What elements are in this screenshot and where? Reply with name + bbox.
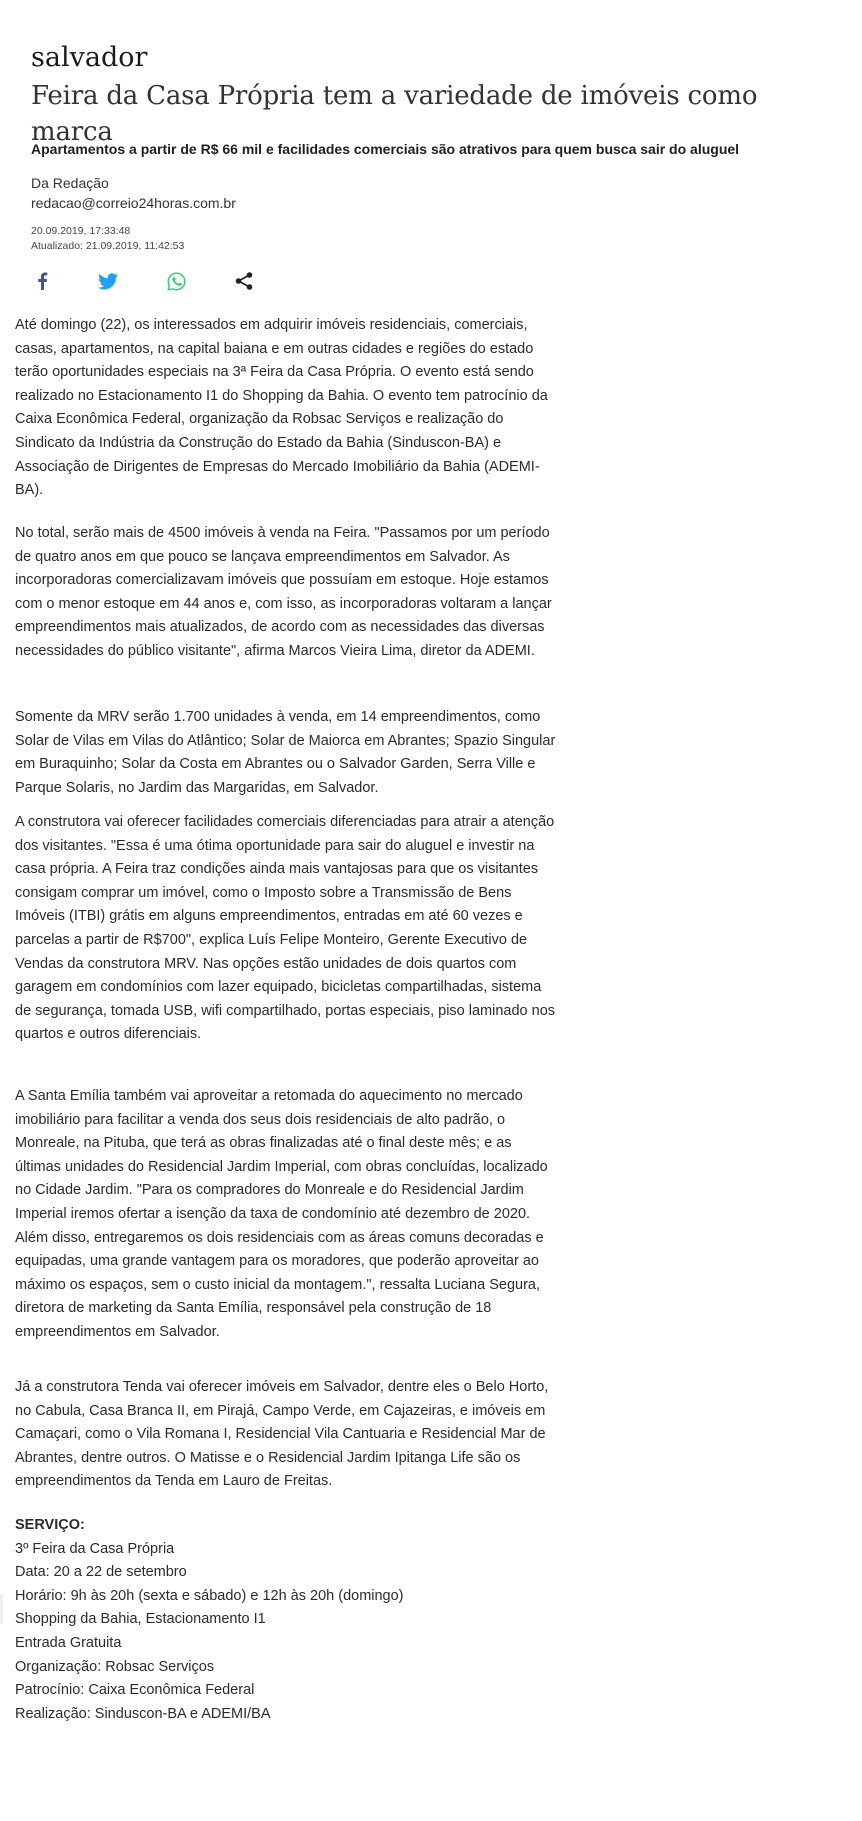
service-title: SERVIÇO:: [15, 1517, 85, 1533]
whatsapp-share-button[interactable]: [165, 270, 187, 292]
article-title: Feira da Casa Própria tem a variedade de imóveis como marca: [31, 81, 758, 147]
service-line: Patrocínio: Caixa Econômica Federal: [15, 1682, 255, 1699]
share-button[interactable]: [233, 270, 255, 292]
whatsapp-icon: [167, 272, 186, 291]
service-line: Data: 20 a 22 de setembro: [15, 1564, 187, 1581]
published-date: 20.09.2019, 17:33:48: [31, 225, 131, 237]
article-paragraph: No total, serão mais de 4500 imóveis à venda na Feira. "Passamos por um período de quatro anos em que pouco se lançava empreendimentos em Salvador. As incorporadoras comercializavam imóveis que possuíam em estoque. Hoje estamos com o menor estoque em 44 anos e, com isso, as incorporadoras voltaram a lançar empreendimentos mais atualizados, de acordo com as necessidades das diversas necessidades do público visitante", afirma Marcos Vieira Lima, diretor da ADEMI.: [15, 525, 552, 659]
share-icon: [234, 271, 254, 291]
service-line: 3º Feira da Casa Própria: [15, 1540, 175, 1557]
page-edge-divider: [0, 1594, 3, 1624]
service-line: Organização: Robsac Serviços: [15, 1658, 215, 1675]
article-paragraph: Até domingo (22), os interessados em adquirir imóveis residenciais, comerciais, casas, apartamentos, na capital baiana e em outras cidades e regiões do estado terão oportunidades especiais na 3ª Feira da Casa Própria. O evento está sendo realizado no Estacionamento I1 do Shopping da Bahia. O evento tem patrocínio da Caixa Econômica Federal, organização da Robsac Serviços e realização do Sindicato da Indústria da Construção do Estado da Bahia (Sinduscon-BA) e Associação de Dirigentes de Empresas do Mercado Imobiliário da Bahia (ADEMI-BA).: [15, 317, 548, 499]
section-tag[interactable]: salvador: [31, 42, 148, 73]
facebook-icon: [36, 272, 48, 290]
updated-date: Atualizado: 21.09.2019, 11:42:53: [31, 240, 185, 252]
article-paragraph: A construtora vai oferecer facilidades comerciais diferenciadas para atrair a atenção dos visitantes. "Essa é uma ótima oportunidade para sair do aluguel e investir na casa própria. A Feira traz condições ainda mais vantajosas para que os visitantes consigam comprar um imóvel, como o Imposto sobre a Transmissão de Bens Imóveis (ITBI) grátis em alguns empreendimentos, entradas em até 60 vezes e parcelas a partir de R$700", explica Luís Felipe Monteiro, Gerente Executivo de Vendas da construtora MRV. Nas opções estão unidades de dois quartos com garagem em condomínios com lazer equipado, bicicletas compartilhadas, sistema de segurança, tomada USB, wifi compartilhado, portas especiais, piso laminado nos quartos e outros diferenciais.: [15, 814, 556, 1043]
article-paragraph: Somente da MRV serão 1.700 unidades à venda, em 14 empreendimentos, como Solar de Vilas em Vilas do Atlântico; Solar de Maiorca em Abrantes; Spazio Singular em Buraquinho; Solar da Costa em Abrantes ou o Salvador Garden, Serra Ville e Parque Solaris, no Jardim das Margaridas, em Salvador.: [15, 709, 556, 796]
article-header: [31, 40, 811, 150]
service-line: Realização: Sinduscon-BA e ADEMI/BA: [15, 1705, 271, 1722]
service-box: [15, 1514, 557, 1726]
byline: [31, 173, 236, 213]
twitter-icon: [98, 273, 118, 290]
service-line: Entrada Gratuita: [15, 1634, 122, 1651]
service-line: Shopping da Bahia, Estacionamento I1: [15, 1611, 266, 1628]
facebook-share-button[interactable]: [31, 270, 53, 292]
article-subtitle: Apartamentos a partir de R$ 66 mil e facilidades comerciais são atrativos para quem busca sair do aluguel: [31, 141, 740, 157]
twitter-share-button[interactable]: [97, 270, 119, 292]
article-paragraph: Já a construtora Tenda vai oferecer imóveis em Salvador, dentre eles o Belo Horto, no Cabula, Casa Branca II, em Pirajá, Campo Verde, em Cajazeiras, e imóveis em Camaçari, como o Vila Romana I, Residencial Vila Cantuaria e Residencial Mar de Abrantes, dentre outros. O Matisse e o Residencial Jardim Ipitanga Life são os empreendimentos da Tenda em Lauro de Freitas.: [15, 1379, 549, 1490]
article-paragraph: A Santa Emília também vai aproveitar a retomada do aquecimento no mercado imobiliário para facilitar a venda dos seus dois residenciais de alto padrão, o Monreale, na Pituba, que terá as obras finalizadas até o final deste mês; e as últimas unidades do Residencial Jardim Imperial, com obras concluídas, localizado no Cidade Jardim. "Para os compradores do Monreale e do Residencial Jardim Imperial iremos ofertar a isenção da taxa de condomínio até dezembro de 2020. Além disso, entregaremos os dois residenciais com as áreas comuns decoradas e equipadas, uma grande vantagem para os moradores, que poderão aproveitar ao máximo os espaços, sem o custo inicial da montagem.", ressalta Luciana Segura, diretora de marketing da Santa Emília, responsável pela construção de 18 empreendimentos em Salvador.: [15, 1088, 548, 1340]
share-bar: [31, 270, 271, 292]
article-dates: [31, 224, 184, 254]
author-name: Da Redação: [31, 175, 109, 191]
service-line: Horário: 9h às 20h (sexta e sábado) e 12h às 20h (domingo): [15, 1587, 404, 1604]
author-email[interactable]: redacao@correio24horas.com.br: [31, 195, 236, 211]
